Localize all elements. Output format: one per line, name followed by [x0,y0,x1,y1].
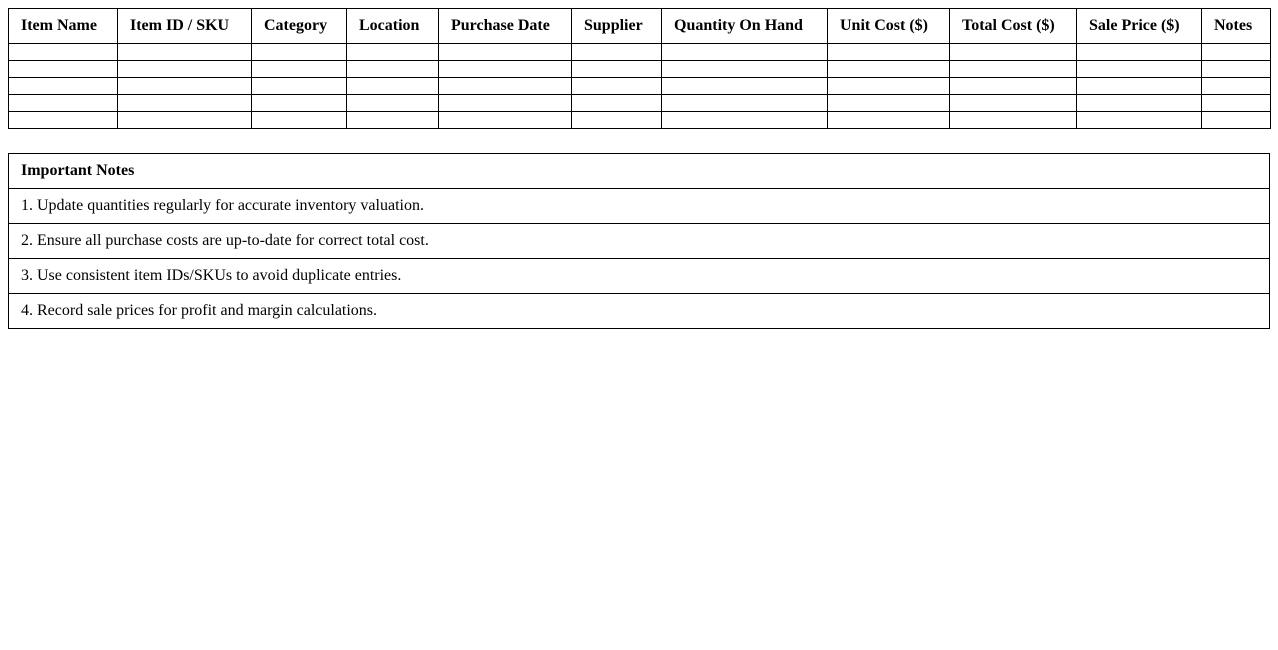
table-cell[interactable] [1077,112,1202,129]
column-header-total-cost: Total Cost ($) [950,9,1077,44]
column-header-category: Category [252,9,347,44]
table-cell[interactable] [9,112,118,129]
table-row [9,95,1271,112]
table-cell[interactable] [118,78,252,95]
table-cell[interactable] [9,95,118,112]
table-cell[interactable] [950,95,1077,112]
table-cell[interactable] [347,78,439,95]
table-cell[interactable] [572,44,662,61]
table-cell[interactable] [347,44,439,61]
note-row [9,294,1270,329]
column-header-supplier: Supplier [572,9,662,44]
table-cell[interactable] [662,78,828,95]
table-cell[interactable] [572,95,662,112]
inventory-rows [9,44,1271,129]
table-cell[interactable] [662,61,828,78]
column-header-unit-cost: Unit Cost ($) [828,9,950,44]
table-row [9,78,1271,95]
table-cell[interactable] [1202,95,1271,112]
table-cell[interactable] [347,61,439,78]
table-cell[interactable] [828,78,950,95]
important-notes-table [8,153,1270,329]
column-header-item-id-sku: Item ID / SKU [118,9,252,44]
inventory-table [8,8,1271,129]
table-cell[interactable] [118,95,252,112]
note-row [9,224,1270,259]
column-header-location: Location [347,9,439,44]
table-cell[interactable] [572,78,662,95]
table-cell[interactable] [1077,95,1202,112]
table-cell[interactable] [1077,78,1202,95]
table-cell[interactable] [252,78,347,95]
table-cell[interactable] [252,44,347,61]
table-cell[interactable] [439,95,572,112]
note-row [9,189,1270,224]
table-cell[interactable] [1202,78,1271,95]
table-cell[interactable] [439,61,572,78]
table-cell[interactable] [572,61,662,78]
column-header-item-name: Item Name [9,9,118,44]
table-cell[interactable] [347,95,439,112]
table-cell[interactable] [572,112,662,129]
table-cell[interactable] [9,44,118,61]
table-cell[interactable] [662,95,828,112]
table-cell[interactable] [1077,61,1202,78]
table-cell[interactable] [950,112,1077,129]
table-cell[interactable] [439,44,572,61]
column-header-sale-price: Sale Price ($) [1077,9,1202,44]
column-header-notes: Notes [1202,9,1271,44]
column-header-purchase-date: Purchase Date [439,9,572,44]
table-cell[interactable] [252,95,347,112]
note-row [9,259,1270,294]
table-cell[interactable] [828,112,950,129]
table-cell[interactable] [950,61,1077,78]
table-cell[interactable] [828,61,950,78]
table-cell[interactable] [662,44,828,61]
table-cell[interactable] [9,61,118,78]
table-cell[interactable] [662,112,828,129]
table-cell[interactable] [118,44,252,61]
note-item: 3. Use consistent item IDs/SKUs to avoid duplicate entries. [9,259,1270,294]
table-cell[interactable] [252,61,347,78]
table-cell[interactable] [9,78,118,95]
table-cell[interactable] [1202,112,1271,129]
column-header-quantity-on-hand: Quantity On Hand [662,9,828,44]
table-cell[interactable] [252,112,347,129]
table-row [9,61,1271,78]
document-body [8,8,1270,329]
table-row [9,44,1271,61]
table-cell[interactable] [1077,44,1202,61]
table-cell[interactable] [828,44,950,61]
table-cell[interactable] [950,44,1077,61]
table-cell[interactable] [439,112,572,129]
table-cell[interactable] [347,112,439,129]
table-cell[interactable] [1202,61,1271,78]
table-cell[interactable] [118,112,252,129]
table-cell[interactable] [828,95,950,112]
notes-header-row [9,154,1270,189]
note-item: 2. Ensure all purchase costs are up-to-date for correct total cost. [9,224,1270,259]
table-cell[interactable] [439,78,572,95]
table-cell[interactable] [950,78,1077,95]
table-cell[interactable] [118,61,252,78]
note-item: 1. Update quantities regularly for accurate inventory valuation. [9,189,1270,224]
note-item: 4. Record sale prices for profit and margin calculations. [9,294,1270,329]
inventory-header-row [9,9,1271,44]
notes-title: Important Notes [9,154,1270,189]
table-row [9,112,1271,129]
table-cell[interactable] [1202,44,1271,61]
